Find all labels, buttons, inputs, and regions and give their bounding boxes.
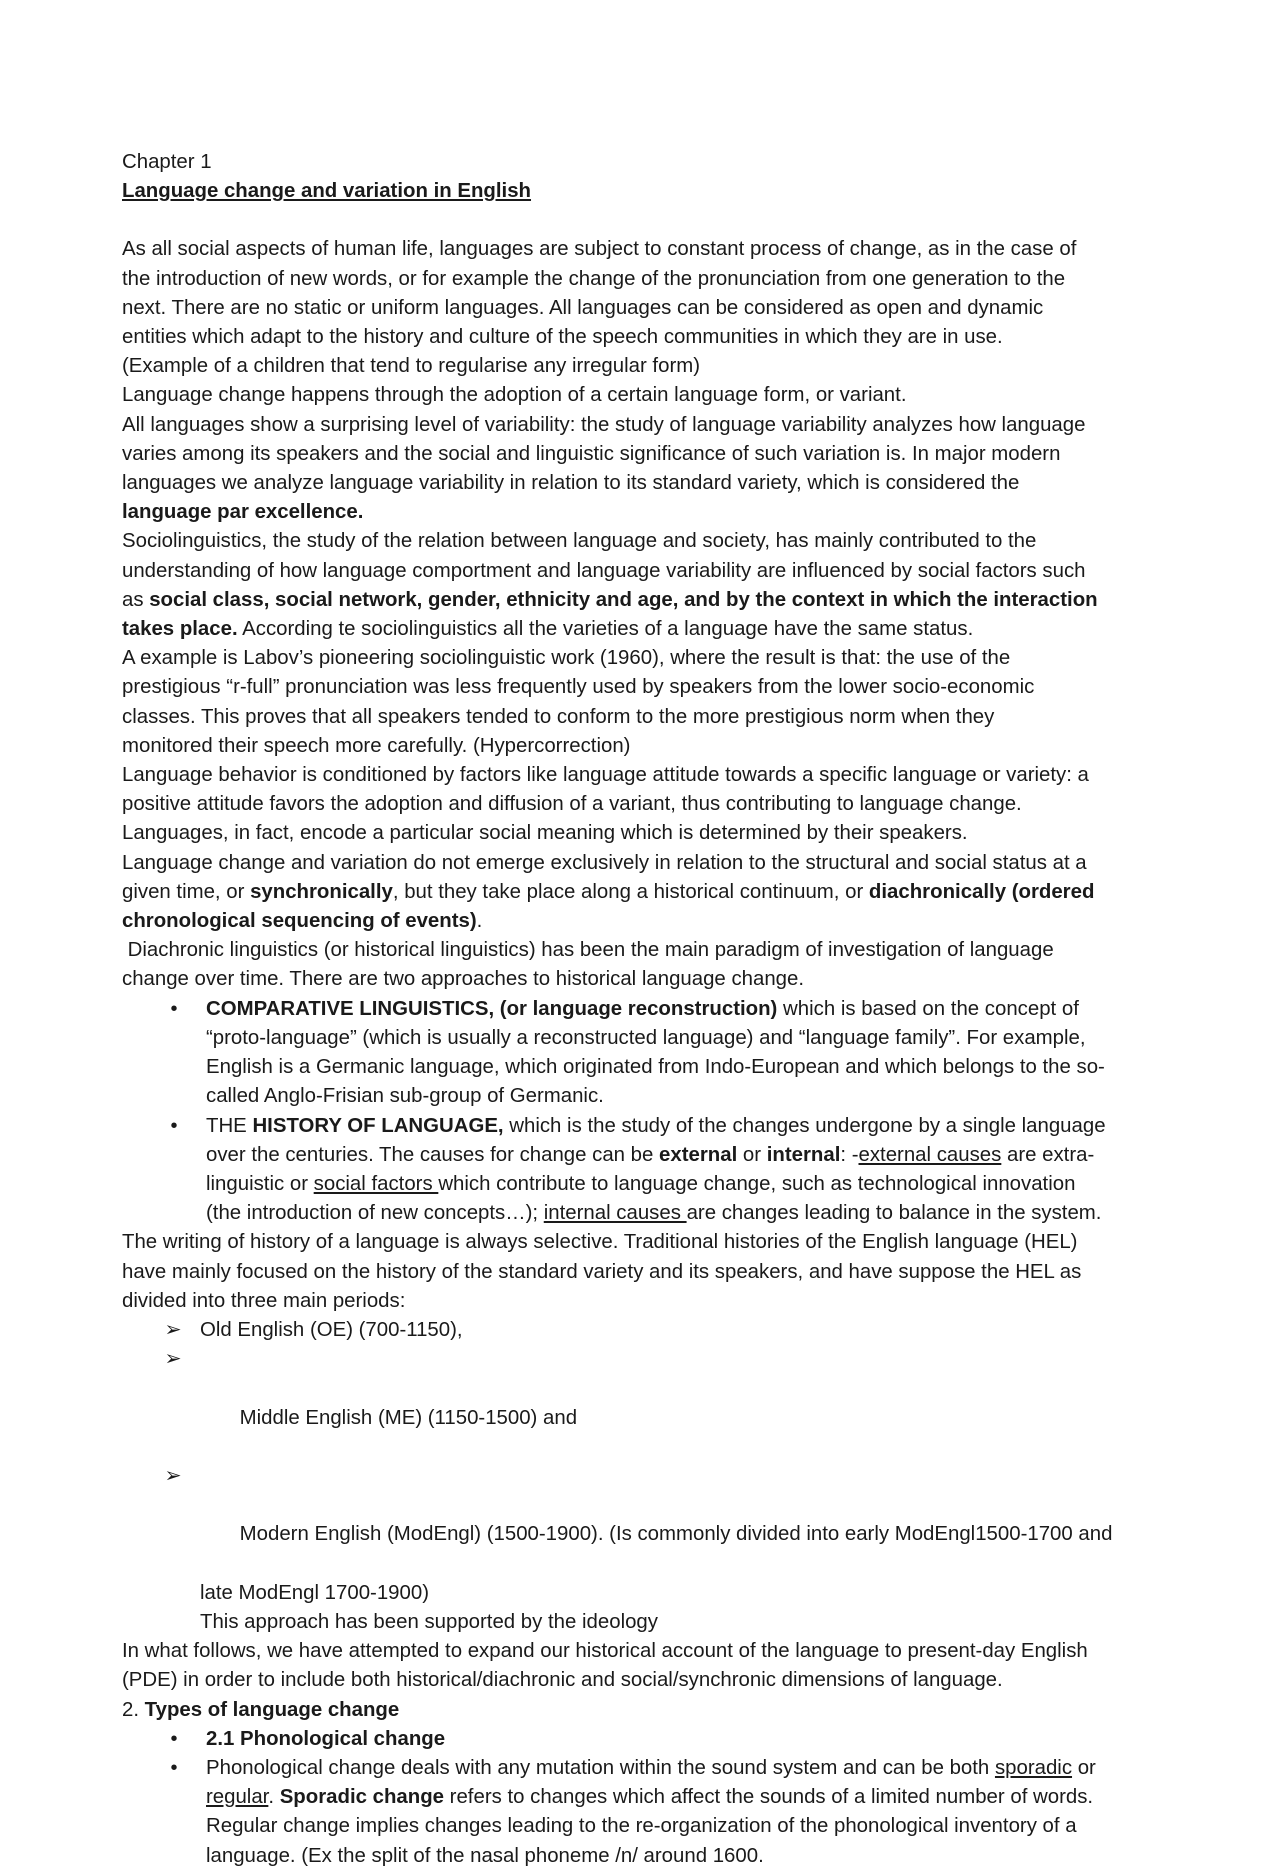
text-line: classes. This proves that all speakers tended to conform to the more prestigious norm when they bbox=[122, 705, 995, 728]
bold-term: language par excellence. bbox=[122, 501, 364, 524]
text-line: English is a Germanic language, which originated from Indo-European and which belongs to the so- bbox=[206, 1056, 1105, 1079]
bullet-icon: • bbox=[170, 1114, 178, 1137]
text-run: which is the study of the changes undergone by a single language bbox=[503, 1114, 1106, 1137]
text-run: or bbox=[737, 1143, 767, 1166]
spacer bbox=[122, 206, 1172, 235]
list-item bbox=[122, 1754, 1172, 1871]
text-line: This approach has been supported by the ideology bbox=[200, 1610, 658, 1633]
period-label: Modern English (ModEngl) (1500-1900). (Is commonly divided into early ModEngl1500-1700 and bbox=[234, 1523, 1113, 1546]
bullet-icon: • bbox=[170, 997, 178, 1020]
text-line: language. (Ex the split of the nasal phoneme /n/ around 1600. bbox=[206, 1844, 764, 1867]
text-run: According te sociolinguistics all the varieties of a language have the same status. bbox=[237, 618, 974, 641]
section-number: 2. bbox=[122, 1698, 145, 1721]
text-run: are changes leading to balance in the system. bbox=[686, 1202, 1102, 1225]
text-line: Language change and variation do not emerge exclusively in relation to the structural and social status at a bbox=[122, 851, 1087, 874]
text-line: varies among its speakers and the social and linguistic significance of such variation is. In major modern bbox=[122, 442, 1061, 465]
text-line: Language change happens through the adoption of a certain language form, or variant. bbox=[122, 384, 907, 407]
text-run: given time, or bbox=[122, 880, 251, 903]
text-line: A example is Labov’s pioneering sociolinguistic work (1960), where the result is that: the use of the bbox=[122, 647, 1011, 670]
text-line: Language behavior is conditioned by factors like language attitude towards a specific language or variety: a bbox=[122, 764, 1089, 787]
text-line: next. There are no static or uniform languages. All languages can be considered as open and dynamic bbox=[122, 296, 1044, 319]
bold-term: synchronically bbox=[250, 880, 393, 903]
period-label: Middle English (ME) (1150-1500) and bbox=[234, 1406, 578, 1429]
text-run: . bbox=[268, 1786, 280, 1809]
bold-term: chronological sequencing of events) bbox=[122, 910, 477, 933]
text-run: or bbox=[1072, 1756, 1096, 1779]
bullet-icon: • bbox=[170, 1756, 178, 1779]
text-line: Regular change implies changes leading to the re-organization of the phonological inventory of a bbox=[206, 1815, 1077, 1838]
text-run: linguistic or bbox=[206, 1172, 314, 1195]
text-line: positive attitude favors the adoption and diffusion of a variant, thus contributing to language change. bbox=[122, 793, 1022, 816]
text-run: which is based on the concept of bbox=[777, 997, 1079, 1020]
underlined-term: sporadic bbox=[994, 1756, 1073, 1779]
text-line: prestigious “r-full” pronunciation was less frequently used by speakers from the lower socio-economic bbox=[122, 676, 1035, 699]
chapter-title: Language change and variation in English bbox=[122, 180, 532, 203]
text-line: entities which adapt to the history and culture of the speech communities in which they are in use. bbox=[122, 326, 1003, 349]
text-line: “proto-language” (which is usually a reconstructed language) and “language family”. For example, bbox=[206, 1026, 1086, 1049]
bold-term: Sporadic change bbox=[279, 1786, 445, 1809]
text-line: monitored their speech more carefully. (Hypercorrection) bbox=[122, 734, 631, 757]
text-run: as bbox=[122, 588, 150, 611]
text-line: The writing of history of a language is always selective. Traditional histories of the English language (HEL) bbox=[122, 1231, 1078, 1254]
list-item bbox=[122, 995, 1172, 1112]
text-line: All languages show a surprising level of variability: the study of language variability analyzes how language bbox=[122, 413, 1086, 436]
sociolinguistics-paragraph bbox=[122, 527, 1172, 644]
text-run: which contribute to language change, such as technological innovation bbox=[438, 1172, 1076, 1195]
period-continuation: late ModEngl 1700-1900) bbox=[200, 1581, 429, 1604]
text-run: are extra- bbox=[1001, 1143, 1095, 1166]
intro-paragraph bbox=[122, 235, 1172, 527]
underlined-term: social factors bbox=[313, 1172, 439, 1195]
text-run: Phonological change deals with any mutation within the sound system and can be both bbox=[206, 1756, 995, 1779]
list-item bbox=[122, 1112, 1172, 1229]
text-line: (Example of a children that tend to regularise any irregular form) bbox=[122, 355, 701, 378]
text-line: change over time. There are two approaches to historical language change. bbox=[122, 968, 805, 991]
arrow-bullet-icon: ➢ bbox=[164, 1464, 182, 1487]
text-line: divided into three main periods: bbox=[122, 1289, 406, 1312]
bold-term: internal bbox=[766, 1143, 841, 1166]
text-run: (the introduction of new concepts…); bbox=[206, 1202, 544, 1225]
bold-term: HISTORY OF LANGUAGE, bbox=[252, 1114, 504, 1137]
underlined-term: regular bbox=[206, 1786, 269, 1809]
text-line: In what follows, we have attempted to expand our historical account of the language to present-day English bbox=[122, 1640, 1088, 1663]
follows-paragraph bbox=[122, 1637, 1172, 1695]
arrow-bullet-icon: ➢ bbox=[164, 1348, 182, 1371]
list-item bbox=[122, 1345, 1172, 1462]
diachronic-paragraph bbox=[122, 936, 1172, 994]
text-line: the introduction of new words, or for example the change of the pronunciation from one generation to the bbox=[122, 267, 1066, 290]
text-line: Diachronic linguistics (or historical linguistics) has been the main paradigm of investigation of language bbox=[122, 939, 1054, 962]
text-line: called Anglo-Frisian sub-group of Germanic. bbox=[206, 1085, 604, 1108]
list-item bbox=[122, 1462, 1172, 1579]
text-run: , but they take place along a historical continuum, or bbox=[392, 880, 869, 903]
text-run: THE bbox=[206, 1114, 253, 1137]
text-line: As all social aspects of human life, languages are subject to constant process of change, as in the case of bbox=[122, 238, 1077, 261]
text-run: over the centuries. The causes for change can be bbox=[206, 1143, 660, 1166]
hel-paragraph bbox=[122, 1228, 1172, 1316]
list-item bbox=[122, 1316, 1172, 1345]
bold-term: social class, social network, gender, ethnicity and age, and by the context in which the interaction bbox=[149, 588, 1098, 611]
text-run: . bbox=[476, 910, 483, 933]
subsection-title: 2.1 Phonological change bbox=[206, 1727, 446, 1750]
section-title: Types of language change bbox=[144, 1698, 400, 1721]
text-run: : - bbox=[840, 1143, 859, 1166]
chapter-label: Chapter 1 bbox=[122, 151, 212, 173]
arrow-bullet-icon: ➢ bbox=[164, 1318, 182, 1341]
bullet-icon: • bbox=[170, 1727, 178, 1750]
text-line: (PDE) in order to include both historical/diachronic and social/synchronic dimensions of language. bbox=[122, 1669, 1003, 1692]
text-line: Sociolinguistics, the study of the relation between language and society, has mainly contributed to the bbox=[122, 530, 1037, 553]
text-line: Languages, in fact, encode a particular social meaning which is determined by their speakers. bbox=[122, 822, 968, 845]
approaches-list bbox=[122, 995, 1172, 1229]
period-label: Old English (OE) (700-1150), bbox=[200, 1318, 463, 1341]
underlined-term: internal causes bbox=[543, 1202, 687, 1225]
text-run: refers to changes which affect the sounds of a limited number of words. bbox=[444, 1786, 1094, 1809]
bold-term: external bbox=[659, 1143, 738, 1166]
text-line: languages we analyze language variability in relation to its standard variety, which is considered the bbox=[122, 472, 1020, 495]
text-line: understanding of how language comportment and language variability are influenced by social factors such bbox=[122, 559, 1086, 582]
bold-term: takes place. bbox=[122, 618, 238, 641]
list-item bbox=[122, 1725, 1172, 1754]
section-heading bbox=[122, 1696, 1172, 1725]
bold-term: diachronically (ordered bbox=[868, 880, 1095, 903]
document-page bbox=[122, 148, 1172, 1871]
bold-term: COMPARATIVE LINGUISTICS, (or language reconstruction) bbox=[206, 997, 778, 1020]
underlined-term: external causes bbox=[858, 1143, 1002, 1166]
phonological-list bbox=[122, 1725, 1172, 1871]
periods-list bbox=[122, 1316, 1172, 1637]
text-line: have mainly focused on the history of the standard variety and its speakers, and have suppose the HEL as bbox=[122, 1260, 1082, 1283]
labov-paragraph bbox=[122, 644, 1172, 936]
